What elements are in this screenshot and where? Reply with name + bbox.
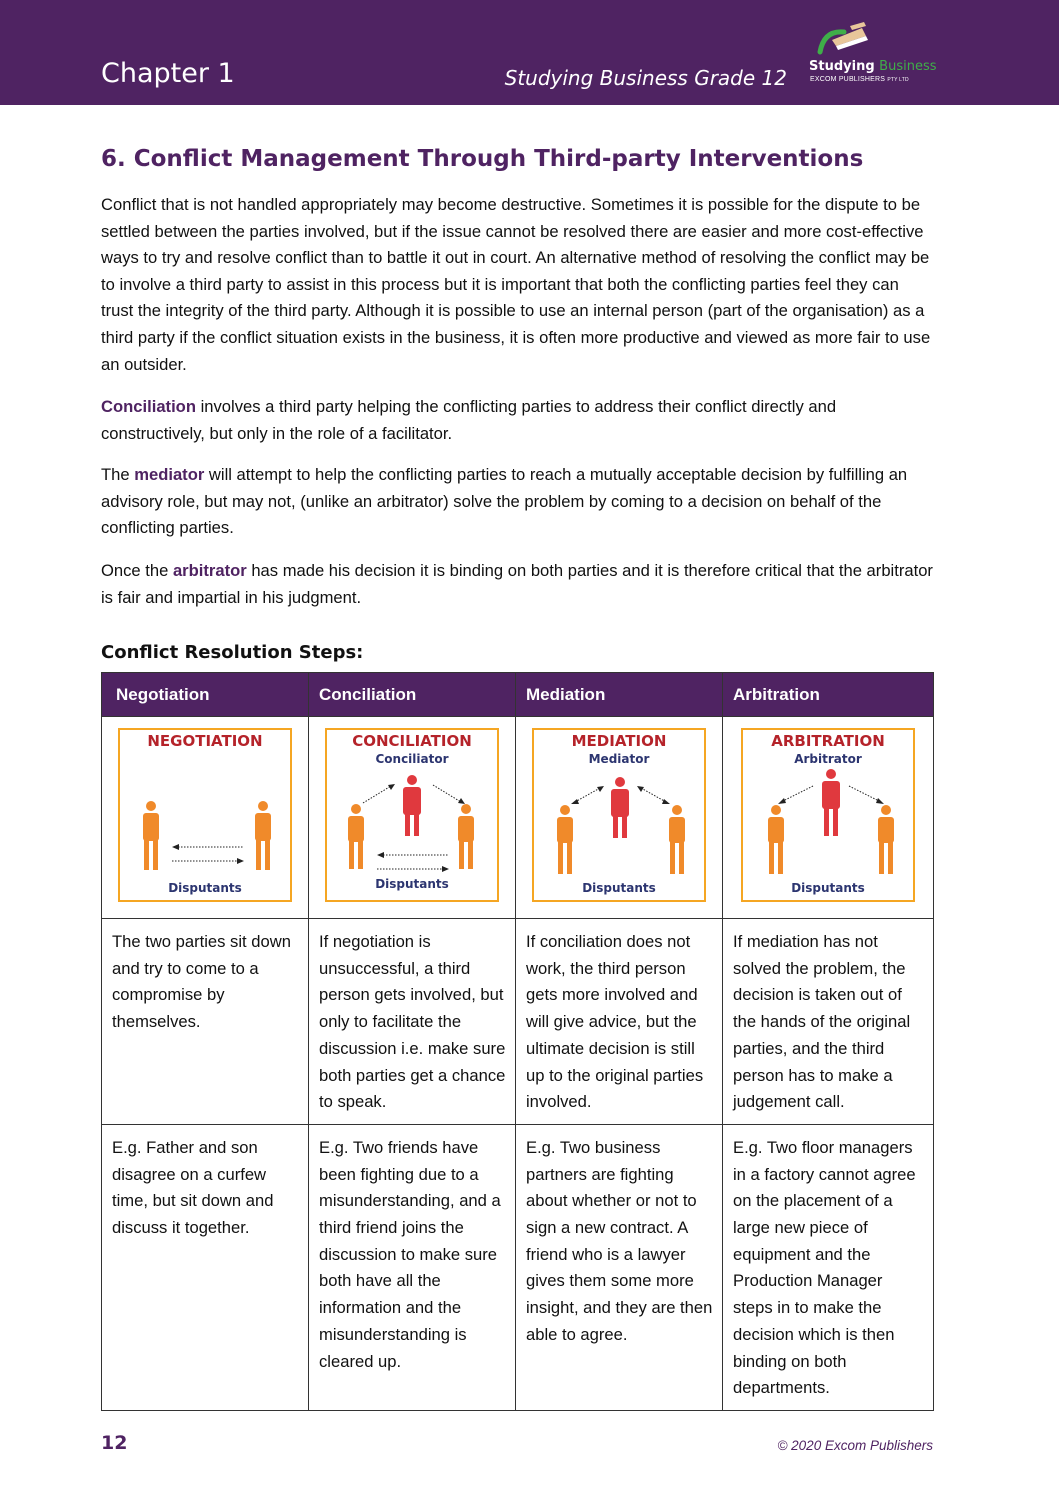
negotiation-illustration — [120, 730, 294, 904]
conciliation-diagram — [325, 728, 499, 902]
logo-publisher: EXCOM PUBLISHERS PTY LTD — [810, 76, 909, 83]
arbitration-description: If mediation has not solved the problem, the decision is taken out of the hands of the original parties, and the third person has to make a judgement call. — [723, 919, 934, 1125]
conciliation-example: E.g. Two friends have been fighting due to a misunderstanding, and a third friend joins the discussion to make sure both have all the information and the misunderstanding is cleared up. — [309, 1124, 516, 1410]
copyright-notice: © 2020 Excom Publishers — [777, 1438, 933, 1453]
dotted-arrow-icon — [172, 844, 244, 864]
conciliation-description: If negotiation is unsuccessful, a third person gets involved, but only to facilitate the discussion i.e. make sure both parties get a chance to speak. — [309, 919, 516, 1125]
arbitrator-paragraph: Once the arbitrator has made his decision it is binding on both parties and it is therefore critical that the arbitrator is fair and impartial in his judgment. — [101, 561, 933, 607]
diagram-row — [102, 717, 934, 919]
diagram-third-party: Arbitrator — [794, 752, 862, 766]
conflict-resolution-table — [101, 672, 934, 1411]
diagram-title: CONCILIATION — [352, 732, 472, 750]
header-mediation: Mediation — [516, 673, 723, 717]
table-caption: Conflict Resolution Steps: — [101, 642, 364, 663]
arbitrator-term: arbitrator — [172, 561, 247, 580]
diagram-title: ARBITRATION — [771, 732, 885, 750]
diagram-cell — [516, 717, 723, 919]
page-number: 12 — [101, 1432, 128, 1454]
person-icon — [348, 804, 364, 869]
diagram-footer: Disputants — [791, 881, 865, 895]
arbitration-example: E.g. Two floor managers in a factory cannot agree on the placement of a large new piece of equipment and the Production Manager steps in to make the decision which is then binding on both departments. — [723, 1124, 934, 1410]
section-title: 6. Conflict Management Through Third-party Interventions — [101, 146, 864, 172]
diagram-footer: Disputants — [375, 877, 449, 891]
mediation-example: E.g. Two business partners are fighting about whether or not to sign a new contract. A friend who is a lawyer gives them some more insight, and they are then able to agree. — [516, 1124, 723, 1410]
description-row — [102, 919, 934, 1125]
diagram-cell — [102, 717, 309, 919]
diagram-footer: Disputants — [168, 881, 242, 895]
example-row — [102, 1124, 934, 1410]
header-negotiation: Negotiation — [102, 673, 309, 717]
conciliation-term: Conciliation — [101, 397, 196, 416]
mediator-paragraph: The mediator will attempt to help the conflicting parties to reach a mutually acceptable decision by fulfilling an advisory role, but may not, (unlike an arbitrator) solve the problem by coming to a decision on behalf of the conflicting parties. — [101, 465, 908, 538]
mediation-diagram — [532, 728, 706, 902]
diagram-title: NEGOTIATION — [147, 732, 263, 750]
diagram-third-party: Conciliator — [375, 752, 449, 766]
negotiation-description: The two parties sit down and try to come to a compromise by themselves. — [102, 919, 309, 1125]
table-header-row — [102, 673, 934, 717]
mediation-description: If conciliation does not work, the third person gets more involved and will give advice, but the ultimate decision is still up to the original parties involved. — [516, 919, 723, 1125]
negotiation-example: E.g. Father and son disagree on a curfew time, but sit down and discuss it together. — [102, 1124, 309, 1410]
chapter-label: Chapter 1 — [101, 58, 235, 89]
book-title: Studying Business Grade 12 — [504, 66, 787, 90]
header-conciliation: Conciliation — [309, 673, 516, 717]
studying-business-logo — [806, 22, 946, 92]
person-icon — [669, 805, 685, 874]
diagram-third-party: Mediator — [588, 752, 650, 766]
person-icon — [611, 777, 629, 838]
person-icon — [255, 801, 271, 870]
person-icon — [557, 805, 573, 874]
intro-paragraph: Conflict that is not handled appropriately may become destructive. Sometimes it is possible for the dispute to be settled between the parties involved, but if the issue cannot be resolved there are easier and more cost-effective ways to try and resolve conflict than to battle it out in court. An alternative method of resolving the conflict may be to involve a third party to assist in this process but it is important that both the conflicting parties feel they can trust the integrity of the third party. Although it is possible to use an internal person (part of the organisation) as a third party if the conflict situation exists in the business, it is often more productive and viewed as more fair to use an outsider. — [101, 195, 931, 374]
diagram-footer: Disputants — [582, 881, 656, 895]
diagram-title: MEDIATION — [571, 732, 667, 750]
diagram-cell — [723, 717, 934, 919]
page-header — [0, 0, 1059, 105]
diagram-cell — [309, 717, 516, 919]
person-icon — [458, 804, 474, 869]
mediator-term: mediator — [134, 465, 205, 484]
person-icon — [822, 769, 840, 836]
mediation-illustration — [534, 730, 708, 904]
header-arbitration: Arbitration — [723, 673, 934, 717]
conciliation-paragraph: Conciliation involves a third party helping the conflicting parties to address their conflict directly and constructively, but only in the role of a facilitator. — [101, 397, 837, 443]
person-icon — [403, 775, 421, 836]
person-icon — [768, 805, 784, 874]
negotiation-diagram — [118, 728, 292, 902]
arbitration-diagram — [741, 728, 915, 902]
person-icon — [143, 801, 159, 870]
logo-mark-icon — [814, 22, 874, 58]
person-icon — [878, 805, 894, 874]
logo-wordmark: Studying Business — [809, 59, 937, 74]
arbitration-illustration — [743, 730, 917, 904]
